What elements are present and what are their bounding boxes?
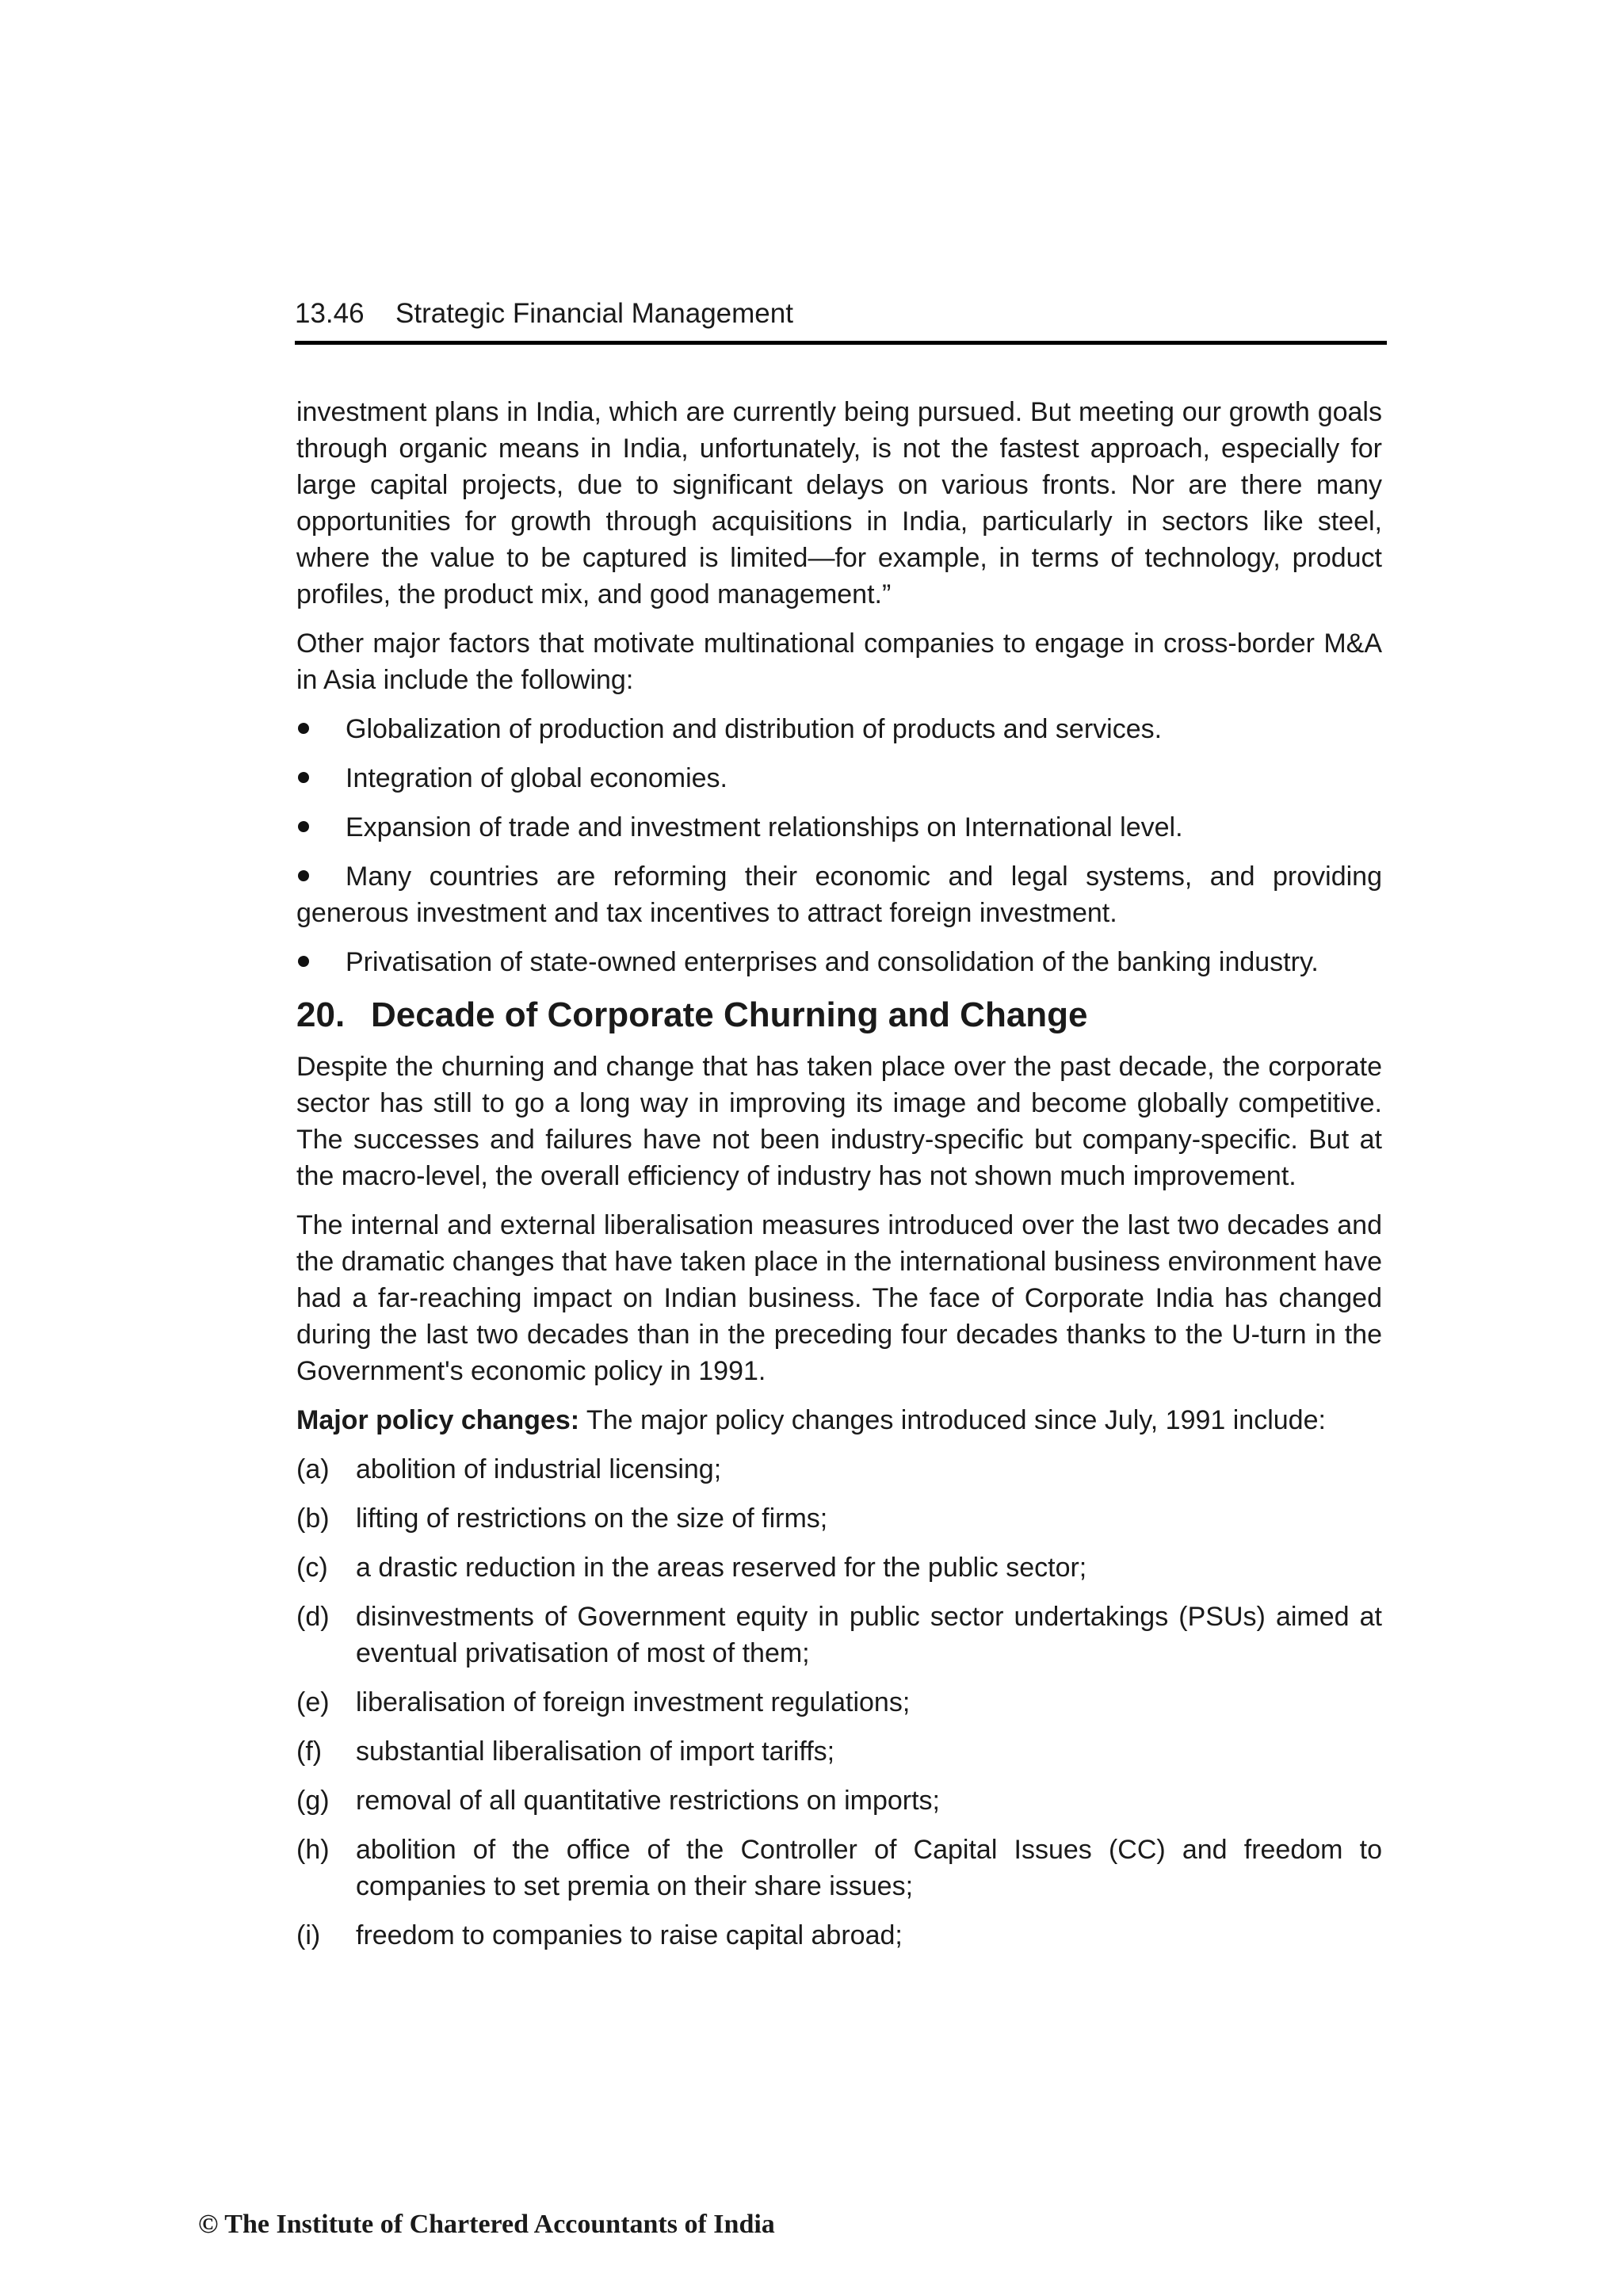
policy-changes-intro: Major policy changes: The major policy changes introduced since July, 1991 include: <box>296 1405 1326 1435</box>
bullet-icon <box>298 870 309 881</box>
page-number: 13.46 <box>295 298 365 329</box>
list-marker: (f) <box>296 1736 323 1767</box>
factors-list <box>296 711 1382 980</box>
list-item: Globalization of production and distribution of products and services. <box>296 711 1382 747</box>
list-item: (b) lifting of restrictions on the size of firms; <box>296 1500 1382 1537</box>
page-body <box>296 394 1382 1966</box>
bullet-icon <box>298 723 309 734</box>
list-item: Many countries are reforming their economic and legal systems, and providing generous investment and tax incentives to attract foreign investment. <box>296 861 1382 928</box>
list-marker: (i) <box>296 1920 321 1950</box>
list-marker: (d) <box>296 1602 330 1632</box>
list-marker: (e) <box>296 1687 330 1717</box>
list-item: (d) disinvestments of Government equity in public sector undertakings (PSUs) aimed at eventual privatisation of most of them; <box>296 1599 1382 1671</box>
copyright-footer: © The Institute of Chartered Accountants of India <box>198 2210 775 2239</box>
list-item: (i) freedom to companies to raise capital abroad; <box>296 1917 1382 1954</box>
intro-paragraph: investment plans in India, which are currently being pursued. But meeting our growth goals through organic means in India, unfortunately, is not the fastest approach, especially for large capital projects, due to significant delays on various fronts. Nor are there many opportunities for growth through acquisitions in India, particularly in sectors like steel, where the value to be captured is limited—for example, in terms of technology, product profiles, the product mix, and good management.” <box>296 397 1382 609</box>
running-title: Strategic Financial Management <box>395 298 793 329</box>
list-item: (e) liberalisation of foreign investment regulations; <box>296 1684 1382 1721</box>
bullet-icon <box>298 772 309 783</box>
list-item: (c) a drastic reduction in the areas reserved for the public sector; <box>296 1549 1382 1586</box>
list-item: (a) abolition of industrial licensing; <box>296 1451 1382 1488</box>
list-marker: (a) <box>296 1454 330 1484</box>
policy-changes-label: Major policy changes: <box>296 1405 580 1435</box>
page-header <box>295 293 1387 345</box>
list-marker: (c) <box>296 1553 328 1583</box>
list-item: (g) removal of all quantitative restrictions on imports; <box>296 1782 1382 1819</box>
list-item: (f) substantial liberalisation of import tariffs; <box>296 1733 1382 1770</box>
list-item: Privatisation of state-owned enterprises and consolidation of the banking industry. <box>296 944 1382 980</box>
list-item: Expansion of trade and investment relationships on International level. <box>296 809 1382 846</box>
factors-intro: Other major factors that motivate multinational companies to engage in cross-border M&A in Asia include the following: <box>296 628 1382 695</box>
bullet-icon <box>298 821 309 832</box>
section-title: Decade of Corporate Churning and Change <box>371 995 1088 1034</box>
section-number: 20. <box>296 995 346 1034</box>
section-paragraph: Despite the churning and change that has taken place over the past decade, the corporate sector has still to go a long way in improving its image and become globally competitive. The successes and failures have not been industry-specific but company-specific. But at the macro-level, the overall efficiency of industry has not shown much improvement. <box>296 1052 1382 1191</box>
bullet-icon <box>298 956 309 967</box>
list-marker: (g) <box>296 1786 330 1816</box>
list-marker: (h) <box>296 1835 330 1865</box>
section-paragraph: The internal and external liberalisation measures introduced over the last two decades and the dramatic changes that have taken place in the international business environment have had a far-reaching impact on Indian business. The face of Corporate India has changed during the last two decades than in the preceding four decades thanks to the U-turn in the Government's economic policy in 1991. <box>296 1210 1382 1386</box>
policy-changes-list <box>296 1451 1382 1954</box>
list-marker: (b) <box>296 1503 330 1534</box>
section-heading <box>296 993 1382 1037</box>
list-item: Integration of global economies. <box>296 760 1382 797</box>
list-item: (h) abolition of the office of the Controller of Capital Issues (CC) and freedom to companies to set premia on their share issues; <box>296 1832 1382 1904</box>
